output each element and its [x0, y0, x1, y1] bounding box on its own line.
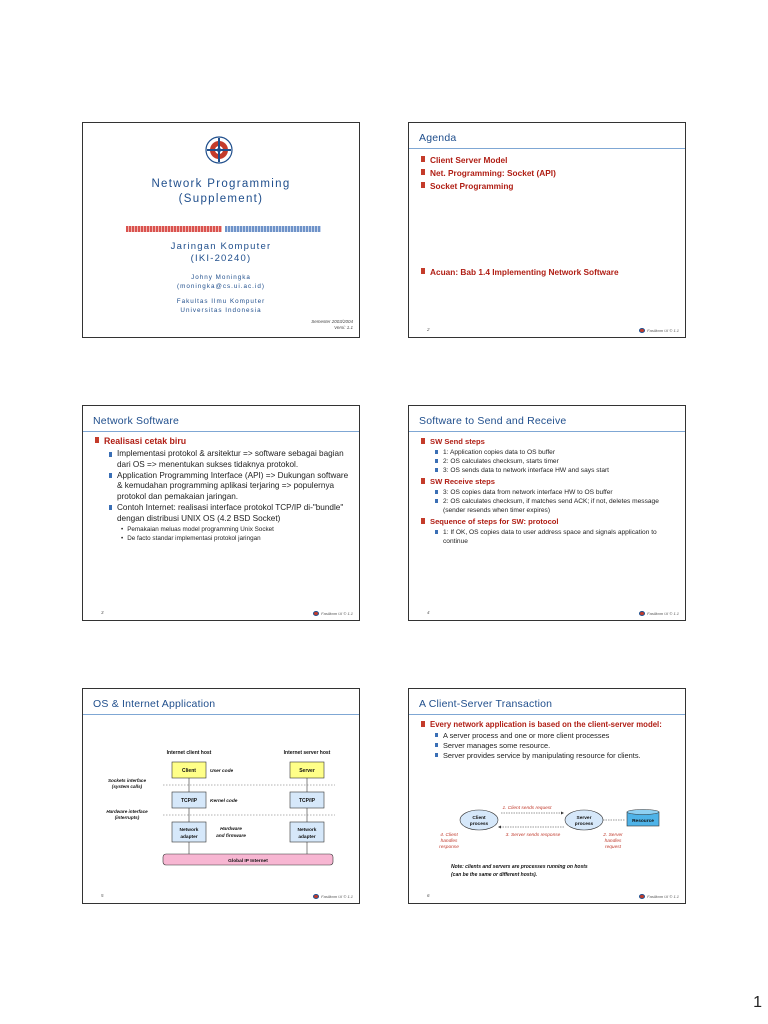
bullet-icon — [421, 721, 425, 727]
sub-bullet: 2: OS calculates checksum, starts timer — [435, 457, 677, 466]
title-line-2: (Supplement) — [178, 193, 264, 205]
server-tcpip-label: TCP/IP — [298, 798, 316, 804]
client-server-stack-diagram — [83, 715, 359, 895]
sub-bullet: Implementasi protokol & arsitektur => software sebagai bagian dari OS => menentukan sukses tidaknya protokol. — [109, 449, 351, 471]
sub-bullet: 1: Application copies data to OS buffer — [435, 448, 677, 457]
client-host-label: Internet client host — [166, 750, 212, 756]
agenda-item: Client Server Model — [421, 155, 677, 165]
server-host-label: Internet server host — [283, 750, 331, 756]
faculty-line-2: Universitas Indonesia — [180, 307, 262, 314]
red-bar — [126, 226, 222, 232]
slide-network-software — [82, 405, 360, 621]
bullet-icon — [421, 268, 425, 274]
bullet-icon — [95, 437, 99, 443]
slide-os-internet — [82, 688, 360, 904]
agenda-item: Net. Programming: Socket (API) — [421, 168, 677, 178]
slide-heading: Agenda — [419, 132, 457, 144]
step4-line1: 4. Client — [440, 833, 458, 838]
client-tcpip-label: TCP/IP — [180, 798, 198, 804]
agenda-item: Socket Programming — [421, 181, 677, 191]
server-adapter-line2: adapter — [298, 835, 316, 840]
bullet-icon — [435, 753, 438, 757]
slide-number: 5 — [101, 893, 104, 898]
client-adapter-line1: Network — [179, 828, 199, 833]
main-bullet: Every network application is based on the client-server model: — [421, 720, 677, 730]
sockets-interface-line1: Sockets interface — [107, 778, 147, 783]
sub-bullet: Application Programming Interface (API) => Dukungan software & kemudahan programming aplikasi terjaring => populernya protokol dan pemakaian jaringan. — [109, 471, 351, 503]
slide-number: 4 — [427, 610, 430, 615]
sockets-interface-line2: (system calls) — [111, 784, 143, 789]
resource-label: Resource — [632, 819, 654, 824]
bullet-icon — [435, 499, 438, 503]
author — [83, 273, 359, 291]
bullet-icon — [109, 452, 112, 457]
sub-sub-bullet: • De facto standar implementasi protokol jaringan — [121, 534, 351, 543]
course-name — [83, 241, 359, 265]
author-name: Johny Moningka — [191, 274, 251, 281]
client-process-line2: process — [469, 822, 489, 827]
bullet-icon — [421, 169, 425, 175]
step1-label: 1. Client sends request — [502, 806, 552, 811]
step4-line2: handles — [440, 839, 458, 844]
footer-logo: Fasilkom UI © 1.1 — [639, 328, 679, 333]
sub-bullet: 3: OS copies data from network interface HW to OS buffer — [435, 488, 677, 497]
main-bullet: SW Send steps — [421, 437, 677, 447]
page-number: 1 — [753, 994, 762, 1011]
note-line2: (can be the same or different hosts). — [451, 872, 538, 878]
logo-mini-icon — [639, 894, 645, 899]
step4-line3: response — [439, 845, 459, 850]
course-line-1: Jaringan Komputer — [170, 241, 272, 252]
bullet-icon — [421, 478, 425, 484]
semester-info — [311, 319, 353, 331]
main-bullet: Sequence of steps for SW: protocol — [421, 517, 677, 527]
bullet-icon — [435, 459, 438, 463]
step3-label: 3. Server sends response — [505, 833, 561, 838]
divider — [409, 431, 685, 432]
presentation-title — [83, 177, 359, 207]
agenda-reference: Acuan: Bab 1.4 Implementing Network Software — [421, 267, 677, 277]
logo-mini-icon — [313, 894, 319, 899]
bullet-icon — [435, 743, 438, 747]
slide-client-server-transaction — [408, 688, 686, 904]
main-bullet: SW Receive steps — [421, 477, 677, 487]
client-label: Client — [182, 768, 196, 774]
author-email: (moningka@cs.ui.ac.id) — [177, 283, 265, 290]
hardware-interface-line2: (interrupts) — [114, 815, 140, 820]
slide-number: 6 — [427, 893, 430, 898]
bullet-icon — [421, 182, 425, 188]
footer-logo: Fasilkom UI © 1.1 — [639, 894, 679, 899]
faculty-line-1: Fakultas Ilmu Komputer — [176, 298, 266, 305]
bullet-icon — [435, 733, 438, 737]
version: Versi: 1.1 — [334, 325, 353, 330]
bullet-icon — [435, 490, 438, 494]
slide-send-receive — [408, 405, 686, 621]
slide-heading: OS & Internet Application — [93, 698, 216, 710]
slide-heading: A Client-Server Transaction — [419, 698, 553, 710]
sub-bullet: Server provides service by manipulating resource for clients. — [435, 751, 677, 761]
footer-logo: Fasilkom UI © 1.1 — [313, 611, 353, 616]
sub-bullet: 1: If OK, OS copies data to user address space and signals application to continue — [435, 528, 677, 546]
global-internet-label: Global IP Internet — [228, 859, 268, 864]
server-adapter-line1: Network — [297, 828, 317, 833]
slide-number: 3 — [101, 610, 104, 615]
hardware-interface-line1: Hardware interface — [106, 809, 148, 814]
slide-heading: Software to Send and Receive — [419, 415, 567, 427]
hw-firmware-line1: Hardware — [220, 827, 242, 832]
user-code-label: User code — [210, 769, 234, 774]
step2-line2: handles — [604, 839, 622, 844]
sub-bullet: Contoh Internet: realisasi interface protokol TCP/IP di-"bundle" dengan distribusi UNIX OS (4.2 BSD Socket) — [109, 503, 351, 525]
logo-mini-icon — [639, 611, 645, 616]
bullet-icon — [109, 505, 112, 510]
server-process-line2: process — [574, 822, 594, 827]
footer-logo: Fasilkom UI © 1.1 — [639, 611, 679, 616]
hw-firmware-line2: and firmware — [216, 834, 246, 839]
semester: Semester 2003/2004 — [311, 319, 353, 324]
bullet-icon — [435, 450, 438, 454]
kernel-code-label: Kernel code — [210, 799, 238, 804]
note-line1: Note: clients and servers are processes running on hosts — [451, 864, 588, 870]
step2-line1: 2. Server — [603, 833, 623, 838]
faculty — [83, 297, 359, 315]
client-adapter-line2: adapter — [180, 835, 198, 840]
bullet-icon — [435, 468, 438, 472]
bullet-icon — [109, 473, 112, 478]
divider — [409, 148, 685, 149]
main-bullet: Realisasi cetak biru — [95, 436, 351, 446]
sub-bullet: A server process and one or more client processes — [435, 731, 677, 741]
course-line-2: (IKI-20240) — [190, 253, 252, 264]
footer-logo: Fasilkom UI © 1.1 — [313, 894, 353, 899]
bullet-icon — [421, 156, 425, 162]
bullet-icon — [435, 530, 438, 534]
server-process-line1: Server — [576, 816, 592, 821]
server-label: Server — [299, 768, 315, 774]
divider — [83, 431, 359, 432]
logo-mini-icon — [313, 611, 319, 616]
slide-number: 2 — [427, 327, 430, 332]
slide-heading: Network Software — [93, 415, 180, 427]
slide-title — [82, 122, 360, 338]
blue-bar — [225, 226, 321, 232]
sub-sub-bullet: • Pemakaian meluas model programming Unix Socket — [121, 525, 351, 534]
transaction-diagram — [409, 799, 685, 899]
logo-mini-icon — [639, 328, 645, 333]
sub-bullet: 3: OS sends data to network interface HW and says start — [435, 466, 677, 475]
bullet-icon — [421, 438, 425, 444]
slide-agenda — [408, 122, 686, 338]
client-process-line1: Client — [472, 816, 486, 821]
sub-bullet: Server manages some resource. — [435, 741, 677, 751]
decorative-bars — [126, 226, 321, 232]
sub-bullet: 2: OS calculates checksum, if matches send ACK; if not, deletes message (sender resends when timer expires) — [435, 497, 677, 515]
title-line-1: Network Programming — [151, 178, 291, 190]
divider — [409, 714, 685, 715]
university-logo-icon — [204, 135, 234, 165]
step2-line3: request — [605, 845, 621, 850]
bullet-icon — [421, 518, 425, 524]
